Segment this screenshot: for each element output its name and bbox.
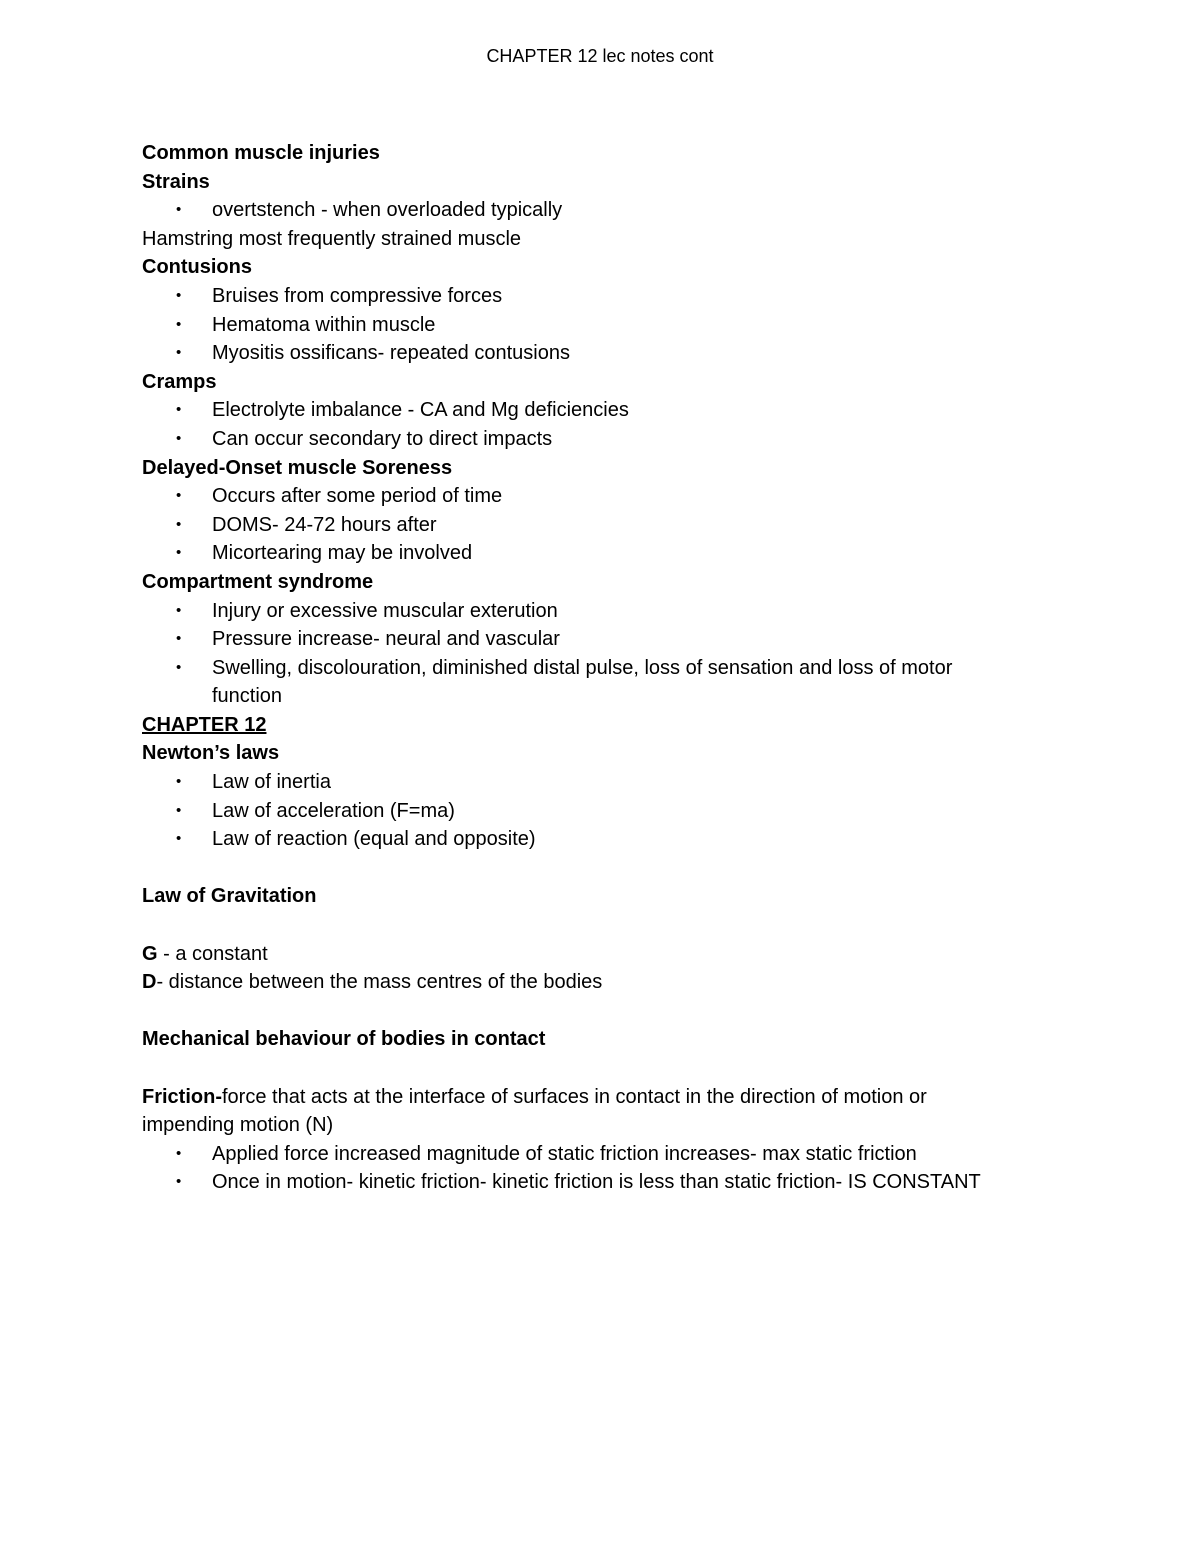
bullet-icon: • <box>176 1173 182 1191</box>
list-item: • Hematoma within muscle <box>142 311 1062 340</box>
bullet-icon: • <box>176 315 182 333</box>
notes-content <box>142 139 1062 1197</box>
bullet-icon: • <box>176 429 182 447</box>
list-item: • Can occur secondary to direct impacts <box>142 425 1062 454</box>
list-item: • Bruises from compressive forces <box>142 282 1062 311</box>
gravitation-d-definition: D- distance between the mass centres of the bodies <box>142 971 603 994</box>
list-item: • Electrolyte imbalance - CA and Mg deficiencies <box>142 396 1062 425</box>
bullet-icon: • <box>176 401 182 419</box>
heading-cramps: Cramps <box>142 370 217 393</box>
bullet-icon: • <box>176 544 182 562</box>
list-item: • Applied force increased magnitude of static friction increases- max static friction <box>142 1140 1062 1169</box>
heading-mechanical-behaviour: Mechanical behaviour of bodies in contact <box>142 1028 546 1051</box>
list-item: • Law of reaction (equal and opposite) <box>142 825 1062 854</box>
heading-doms: Delayed-Onset muscle Soreness <box>142 456 453 479</box>
heading-law-of-gravitation: Law of Gravitation <box>142 885 317 908</box>
list-item: • Once in motion- kinetic friction- kinetic friction is less than static friction- IS CONSTANT <box>142 1168 1062 1197</box>
spacer <box>142 997 1062 1026</box>
list-item: • Swelling, discolouration, diminished distal pulse, loss of sensation and loss of motor function <box>142 654 1022 711</box>
gravitation-g-definition: G - a constant <box>142 942 268 965</box>
list-item: • Law of inertia <box>142 768 1062 797</box>
bullet-icon: • <box>176 630 182 648</box>
list-item: • overtstench - when overloaded typically <box>142 196 1062 225</box>
bullet-icon: • <box>176 344 182 362</box>
bullet-icon: • <box>176 487 182 505</box>
bullet-icon: • <box>176 801 182 819</box>
bullet-icon: • <box>176 201 182 219</box>
heading-contusions: Contusions <box>142 256 252 279</box>
list-item: • Occurs after some period of time <box>142 482 1062 511</box>
heading-newtons-laws: Newton’s laws <box>142 742 280 765</box>
bullet-icon: • <box>176 286 182 304</box>
bullet-icon: • <box>176 658 182 676</box>
list-item: • Law of acceleration (F=ma) <box>142 797 1062 826</box>
heading-compartment-syndrome: Compartment syndrome <box>142 570 374 593</box>
bullet-icon: • <box>176 515 182 533</box>
page-header: CHAPTER 12 lec notes cont <box>486 46 714 66</box>
spacer <box>142 911 1062 940</box>
spacer <box>142 1054 1062 1083</box>
bullet-icon: • <box>176 830 182 848</box>
bullet-icon: • <box>176 773 182 791</box>
chapter-title: CHAPTER 12 <box>142 713 267 736</box>
list-item: • DOMS- 24-72 hours after <box>142 511 1062 540</box>
friction-definition: Friction-force that acts at the interface of surfaces in contact in the direction of motion or impending motion (N) <box>142 1085 927 1137</box>
bullet-icon: • <box>176 601 182 619</box>
list-item: • Myositis ossificans- repeated contusions <box>142 339 1062 368</box>
spacer <box>142 854 1062 883</box>
list-item: • Injury or excessive muscular exterution <box>142 597 1062 626</box>
section-title-muscle-injuries: Common muscle injuries <box>142 142 380 164</box>
strains-note: Hamstring most frequently strained muscle <box>142 227 522 250</box>
bullet-icon: • <box>176 1144 182 1162</box>
list-item: • Micortearing may be involved <box>142 539 1062 568</box>
heading-strains: Strains <box>142 170 210 193</box>
list-item: • Pressure increase- neural and vascular <box>142 625 1062 654</box>
